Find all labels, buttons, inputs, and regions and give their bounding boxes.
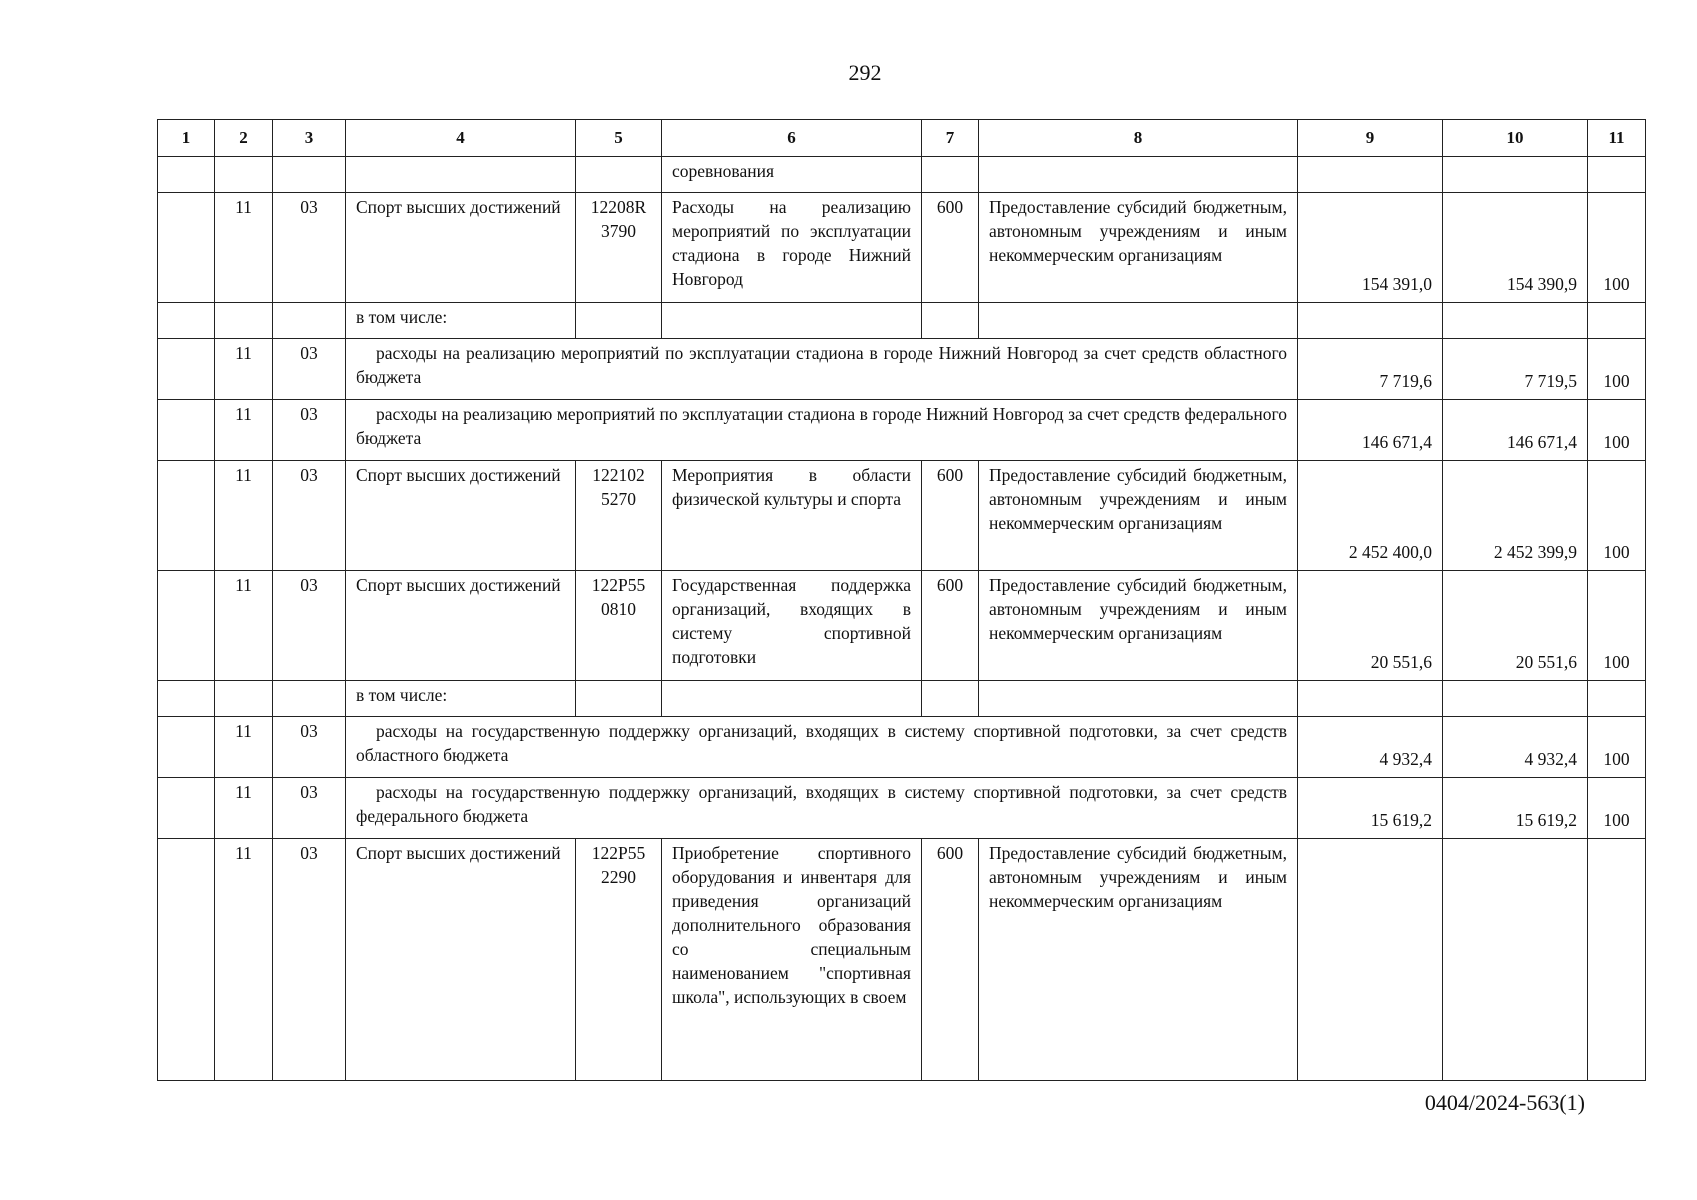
planned-amount: 7 719,6 xyxy=(1298,339,1443,400)
executed-amount: 2 452 399,9 xyxy=(1443,461,1588,571)
row-description: расходы на реализацию мероприятий по эксплуатации стадиона в городе Нижний Новгород за счет средств федерального бюджета xyxy=(346,400,1298,461)
execution-percent: 100 xyxy=(1588,717,1646,778)
row-description: Мероприятия в области физической культуры и спорта xyxy=(662,461,922,571)
planned-amount: 4 932,4 xyxy=(1298,717,1443,778)
subsection-code: 03 xyxy=(273,339,346,400)
expense-type-name: Предоставление субсидий бюджетным, автономным учреждениям и иным некоммерческим организациям xyxy=(979,839,1298,1081)
table-row xyxy=(158,339,1646,400)
expense-type-code: 600 xyxy=(922,461,979,571)
section-code: 11 xyxy=(215,717,273,778)
expense-type-code: 600 xyxy=(922,571,979,681)
subsection-code: 03 xyxy=(273,778,346,839)
column-header: 11 xyxy=(1588,120,1646,157)
planned-amount: 20 551,6 xyxy=(1298,571,1443,681)
column-header: 10 xyxy=(1443,120,1588,157)
planned-amount: 2 452 400,0 xyxy=(1298,461,1443,571)
column-header: 7 xyxy=(922,120,979,157)
row-description: соревнования xyxy=(662,157,922,193)
column-header: 3 xyxy=(273,120,346,157)
expense-type-name: Предоставление субсидий бюджетным, автономным учреждениям и иным некоммерческим организациям xyxy=(979,193,1298,303)
target-article-code: 122Р55 0810 xyxy=(576,571,662,681)
column-header: 8 xyxy=(979,120,1298,157)
expense-type-code: 600 xyxy=(922,193,979,303)
subsection-code: 03 xyxy=(273,461,346,571)
section-code: 11 xyxy=(215,339,273,400)
document-code: 0404/2024-563(1) xyxy=(1424,1090,1585,1115)
planned-amount: 154 391,0 xyxy=(1298,193,1443,303)
section-code: 11 xyxy=(215,193,273,303)
table-row xyxy=(158,400,1646,461)
table-row xyxy=(158,571,1646,681)
row-description: расходы на реализацию мероприятий по эксплуатации стадиона в городе Нижний Новгород за счет средств областного бюджета xyxy=(346,339,1298,400)
subsection-code: 03 xyxy=(273,400,346,461)
execution-percent: 100 xyxy=(1588,400,1646,461)
column-header: 4 xyxy=(346,120,576,157)
column-header: 9 xyxy=(1298,120,1443,157)
execution-percent xyxy=(1588,839,1646,1081)
expense-type-name: Предоставление субсидий бюджетным, автономным учреждениям и иным некоммерческим организациям xyxy=(979,571,1298,681)
execution-percent: 100 xyxy=(1588,778,1646,839)
section-code: 11 xyxy=(215,400,273,461)
table-row xyxy=(158,303,1646,339)
section-code: 11 xyxy=(215,839,273,1081)
execution-percent: 100 xyxy=(1588,571,1646,681)
table-row xyxy=(158,681,1646,717)
budget-table xyxy=(157,119,1646,1081)
expense-type-name: Предоставление субсидий бюджетным, автономным учреждениям и иным некоммерческим организациям xyxy=(979,461,1298,571)
column-header: 5 xyxy=(576,120,662,157)
subsection-name: Спорт высших достижений xyxy=(346,839,576,1081)
planned-amount: 15 619,2 xyxy=(1298,778,1443,839)
subsection-name: Спорт высших достижений xyxy=(346,193,576,303)
section-code: 11 xyxy=(215,778,273,839)
table-row xyxy=(158,461,1646,571)
planned-amount xyxy=(1298,839,1443,1081)
row-description: Государственная поддержка организаций, входящих в систему спортивной подготовки xyxy=(662,571,922,681)
section-code: 11 xyxy=(215,461,273,571)
target-article-code: 122102 5270 xyxy=(576,461,662,571)
header-row xyxy=(158,120,1646,157)
planned-amount: 146 671,4 xyxy=(1298,400,1443,461)
subsection-name: Спорт высших достижений xyxy=(346,461,576,571)
row-description: расходы на государственную поддержку организаций, входящих в систему спортивной подготовки, за счет средств федерального бюджета xyxy=(346,778,1298,839)
executed-amount: 7 719,5 xyxy=(1443,339,1588,400)
table-row xyxy=(158,839,1646,1081)
subsection-code: 03 xyxy=(273,571,346,681)
executed-amount: 20 551,6 xyxy=(1443,571,1588,681)
executed-amount: 15 619,2 xyxy=(1443,778,1588,839)
row-label: в том числе: xyxy=(346,681,576,717)
expense-type-code: 600 xyxy=(922,839,979,1081)
column-header: 2 xyxy=(215,120,273,157)
subsection-name: Спорт высших достижений xyxy=(346,571,576,681)
column-header: 1 xyxy=(158,120,215,157)
execution-percent: 100 xyxy=(1588,339,1646,400)
section-code: 11 xyxy=(215,571,273,681)
table-row xyxy=(158,778,1646,839)
executed-amount xyxy=(1443,839,1588,1081)
target-article-code: 12208R 3790 xyxy=(576,193,662,303)
table-row xyxy=(158,193,1646,303)
executed-amount: 154 390,9 xyxy=(1443,193,1588,303)
executed-amount: 146 671,4 xyxy=(1443,400,1588,461)
subsection-code: 03 xyxy=(273,839,346,1081)
row-description: Приобретение спортивного оборудования и инвентаря для приведения организаций дополнительного образования со специальным наименованием "спортивная школа", использующих в своем xyxy=(662,839,922,1081)
table-row xyxy=(158,157,1646,193)
row-label: в том числе: xyxy=(346,303,576,339)
row-description: Расходы на реализацию мероприятий по эксплуатации стадиона в городе Нижний Новгород xyxy=(662,193,922,303)
target-article-code: 122Р55 2290 xyxy=(576,839,662,1081)
table-row xyxy=(158,717,1646,778)
execution-percent: 100 xyxy=(1588,193,1646,303)
page-number: 292 xyxy=(848,60,882,85)
subsection-code: 03 xyxy=(273,717,346,778)
column-header: 6 xyxy=(662,120,922,157)
row-description: расходы на государственную поддержку организаций, входящих в систему спортивной подготовки, за счет средств областного бюджета xyxy=(346,717,1298,778)
execution-percent: 100 xyxy=(1588,461,1646,571)
subsection-code: 03 xyxy=(273,193,346,303)
executed-amount: 4 932,4 xyxy=(1443,717,1588,778)
